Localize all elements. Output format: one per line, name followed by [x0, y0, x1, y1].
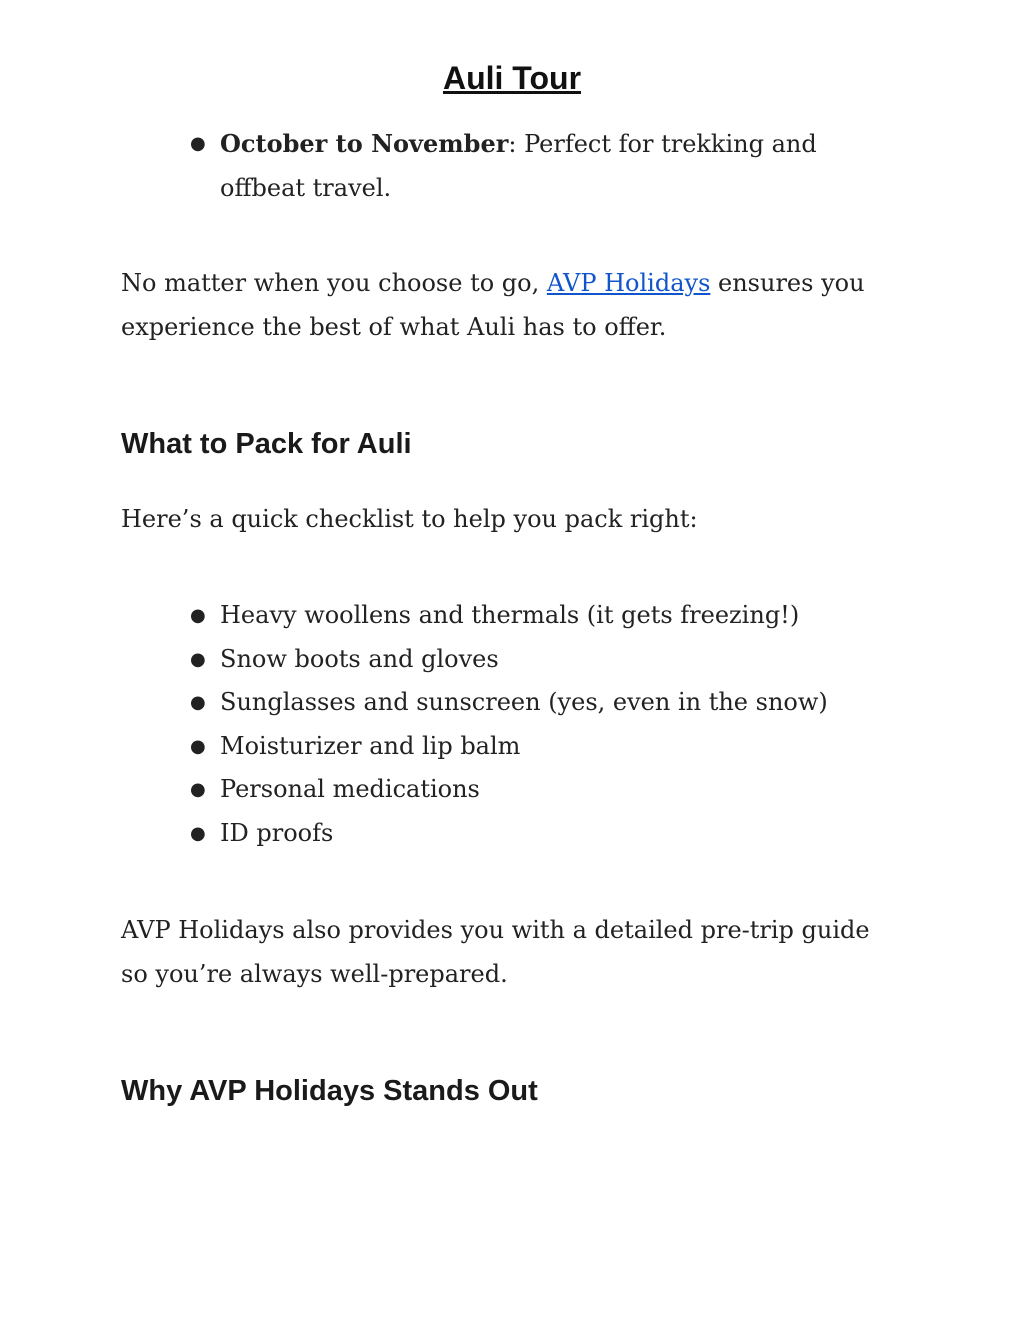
list-item-text: Heavy woollens and thermals (it gets freezing!): [220, 601, 800, 629]
season-list: [190, 122, 870, 210]
bullet-icon: ●: [190, 779, 206, 800]
list-item-text: Snow boots and gloves: [220, 644, 499, 673]
list-item: [190, 681, 890, 725]
bullet-icon: ●: [190, 692, 206, 713]
page-title: Auli Tour: [442, 60, 582, 96]
packing-list: [190, 594, 890, 855]
list-item-text: Sunglasses and sunscreen (yes, even in the snow): [220, 688, 828, 716]
list-item-text: Personal medications: [220, 775, 480, 803]
list-item-text: Moisturizer and lip balm: [220, 731, 521, 760]
closing-paragraph: AVP Holidays also provides you with a detailed pre-trip guide so you’re always well-prepared.: [121, 916, 870, 988]
bullet-icon: ●: [190, 133, 206, 154]
section-heading-why: Why AVP Holidays Stands Out: [121, 1075, 538, 1107]
list-item: [190, 812, 890, 856]
bullet-icon: ●: [190, 822, 206, 844]
list-item: [190, 594, 890, 638]
season-text: : Perfect for trekking and offbeat travel.: [220, 130, 817, 202]
paragraph-text: No matter when you choose to go,: [121, 269, 547, 297]
list-item-text: ID proofs: [220, 818, 334, 847]
paragraph-text: ensures you experience the best of what Auli has to offer.: [121, 269, 865, 341]
bullet-icon: ●: [190, 648, 206, 670]
bullet-icon: ●: [190, 735, 206, 757]
intro-paragraph: [121, 262, 881, 349]
list-item: [190, 122, 870, 210]
avp-holidays-link[interactable]: AVP Holidays: [546, 269, 711, 297]
list-item: [190, 768, 890, 812]
list-item: [190, 725, 890, 769]
bullet-icon: ●: [190, 605, 206, 626]
season-label: October to November: [220, 129, 509, 158]
list-item: [190, 638, 890, 682]
checklist-intro: Here’s a quick checklist to help you pack right:: [121, 505, 698, 533]
section-heading-pack: What to Pack for Auli: [121, 428, 412, 460]
